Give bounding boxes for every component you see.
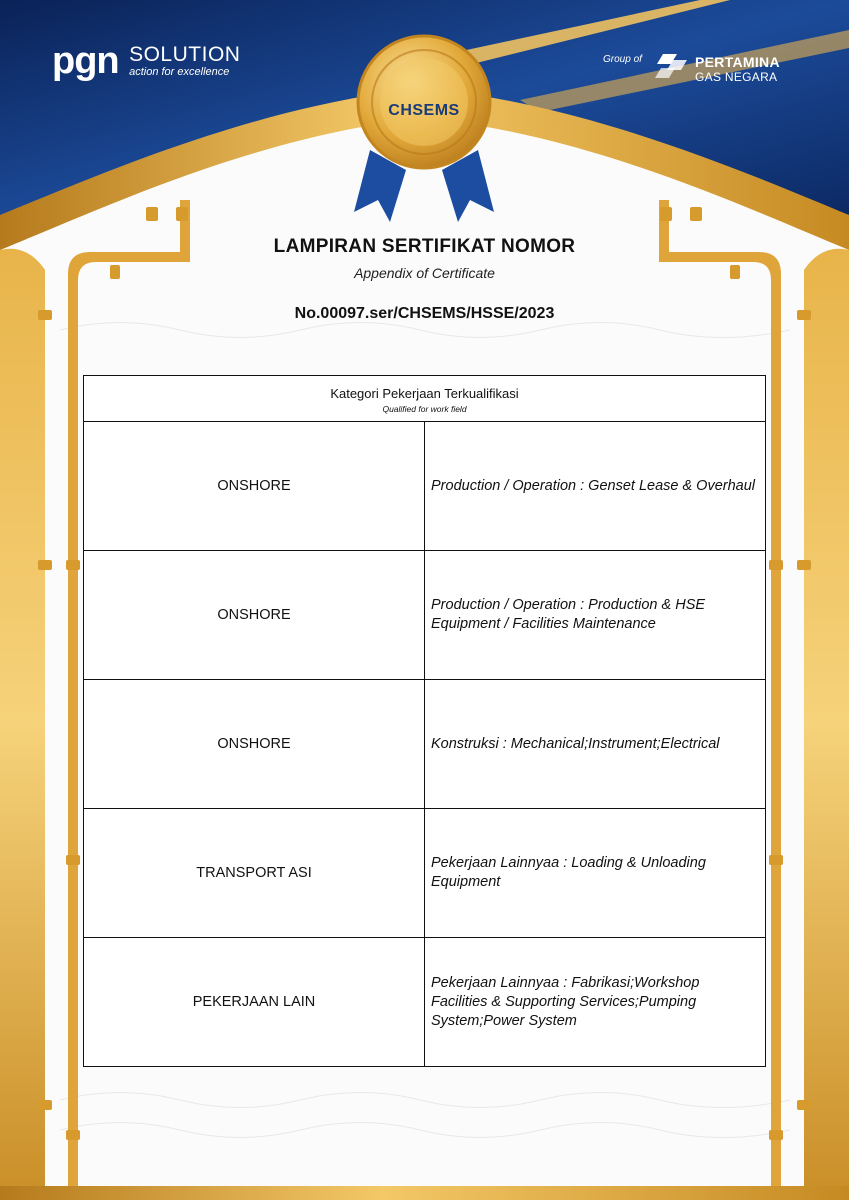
category-cell: PEKERJAAN LAIN	[84, 938, 425, 1067]
chsems-medal-badge	[348, 38, 500, 224]
pertamina-sub-name: GAS NEGARA	[695, 70, 778, 84]
category-cell: ONSHORE	[84, 551, 425, 680]
pertamina-gas-negara-logo	[603, 46, 803, 86]
category-cell: ONSHORE	[84, 680, 425, 809]
category-cell: TRANSPORT ASI	[84, 809, 425, 938]
certificate-title: LAMPIRAN SERTIFIKAT NOMOR	[273, 236, 576, 257]
description-cell: Production / Operation : Production & HSE Equipment / Facilities Maintenance	[425, 551, 766, 680]
badge-label: CHSEMS	[388, 102, 460, 119]
pertamina-icon	[655, 46, 691, 82]
pgn-brand-name: SOLUTION	[129, 43, 241, 66]
description-cell: Pekerjaan Lainnyaa : Loading & Unloading Equipment	[425, 809, 766, 938]
description-cell: Konstruksi : Mechanical;Instrument;Electrical	[425, 680, 766, 809]
table-header-title: Kategori Pekerjaan Terkualifikasi	[330, 385, 519, 401]
table-row	[84, 422, 766, 551]
pgn-logo-text	[129, 44, 240, 78]
table-row	[84, 938, 766, 1067]
group-of-label: Group of	[603, 54, 642, 65]
table-row	[84, 809, 766, 938]
table-header-cell	[84, 376, 766, 422]
table-row	[84, 551, 766, 680]
category-cell: ONSHORE	[84, 422, 425, 551]
description-cell: Production / Operation : Genset Lease & Overhaul	[425, 422, 766, 551]
table-header-subtitle: Qualified for work field	[382, 403, 467, 414]
pgn-brand-mark: pgn	[52, 40, 119, 82]
pertamina-name: PERTAMINA	[695, 54, 780, 70]
table-row	[84, 680, 766, 809]
table-header-row	[84, 376, 766, 422]
pgn-solution-logo	[52, 42, 240, 80]
pgn-tagline: action for excellence	[129, 66, 230, 78]
certificate-number: No.00097.ser/CHSEMS/HSSE/2023	[294, 305, 555, 322]
qualified-work-table	[83, 375, 766, 1067]
certificate-subtitle: Appendix of Certificate	[354, 265, 495, 281]
description-cell: Pekerjaan Lainnyaa : Fabrikasi;Workshop Facilities & Supporting Services;Pumping System;Power System	[425, 938, 766, 1067]
